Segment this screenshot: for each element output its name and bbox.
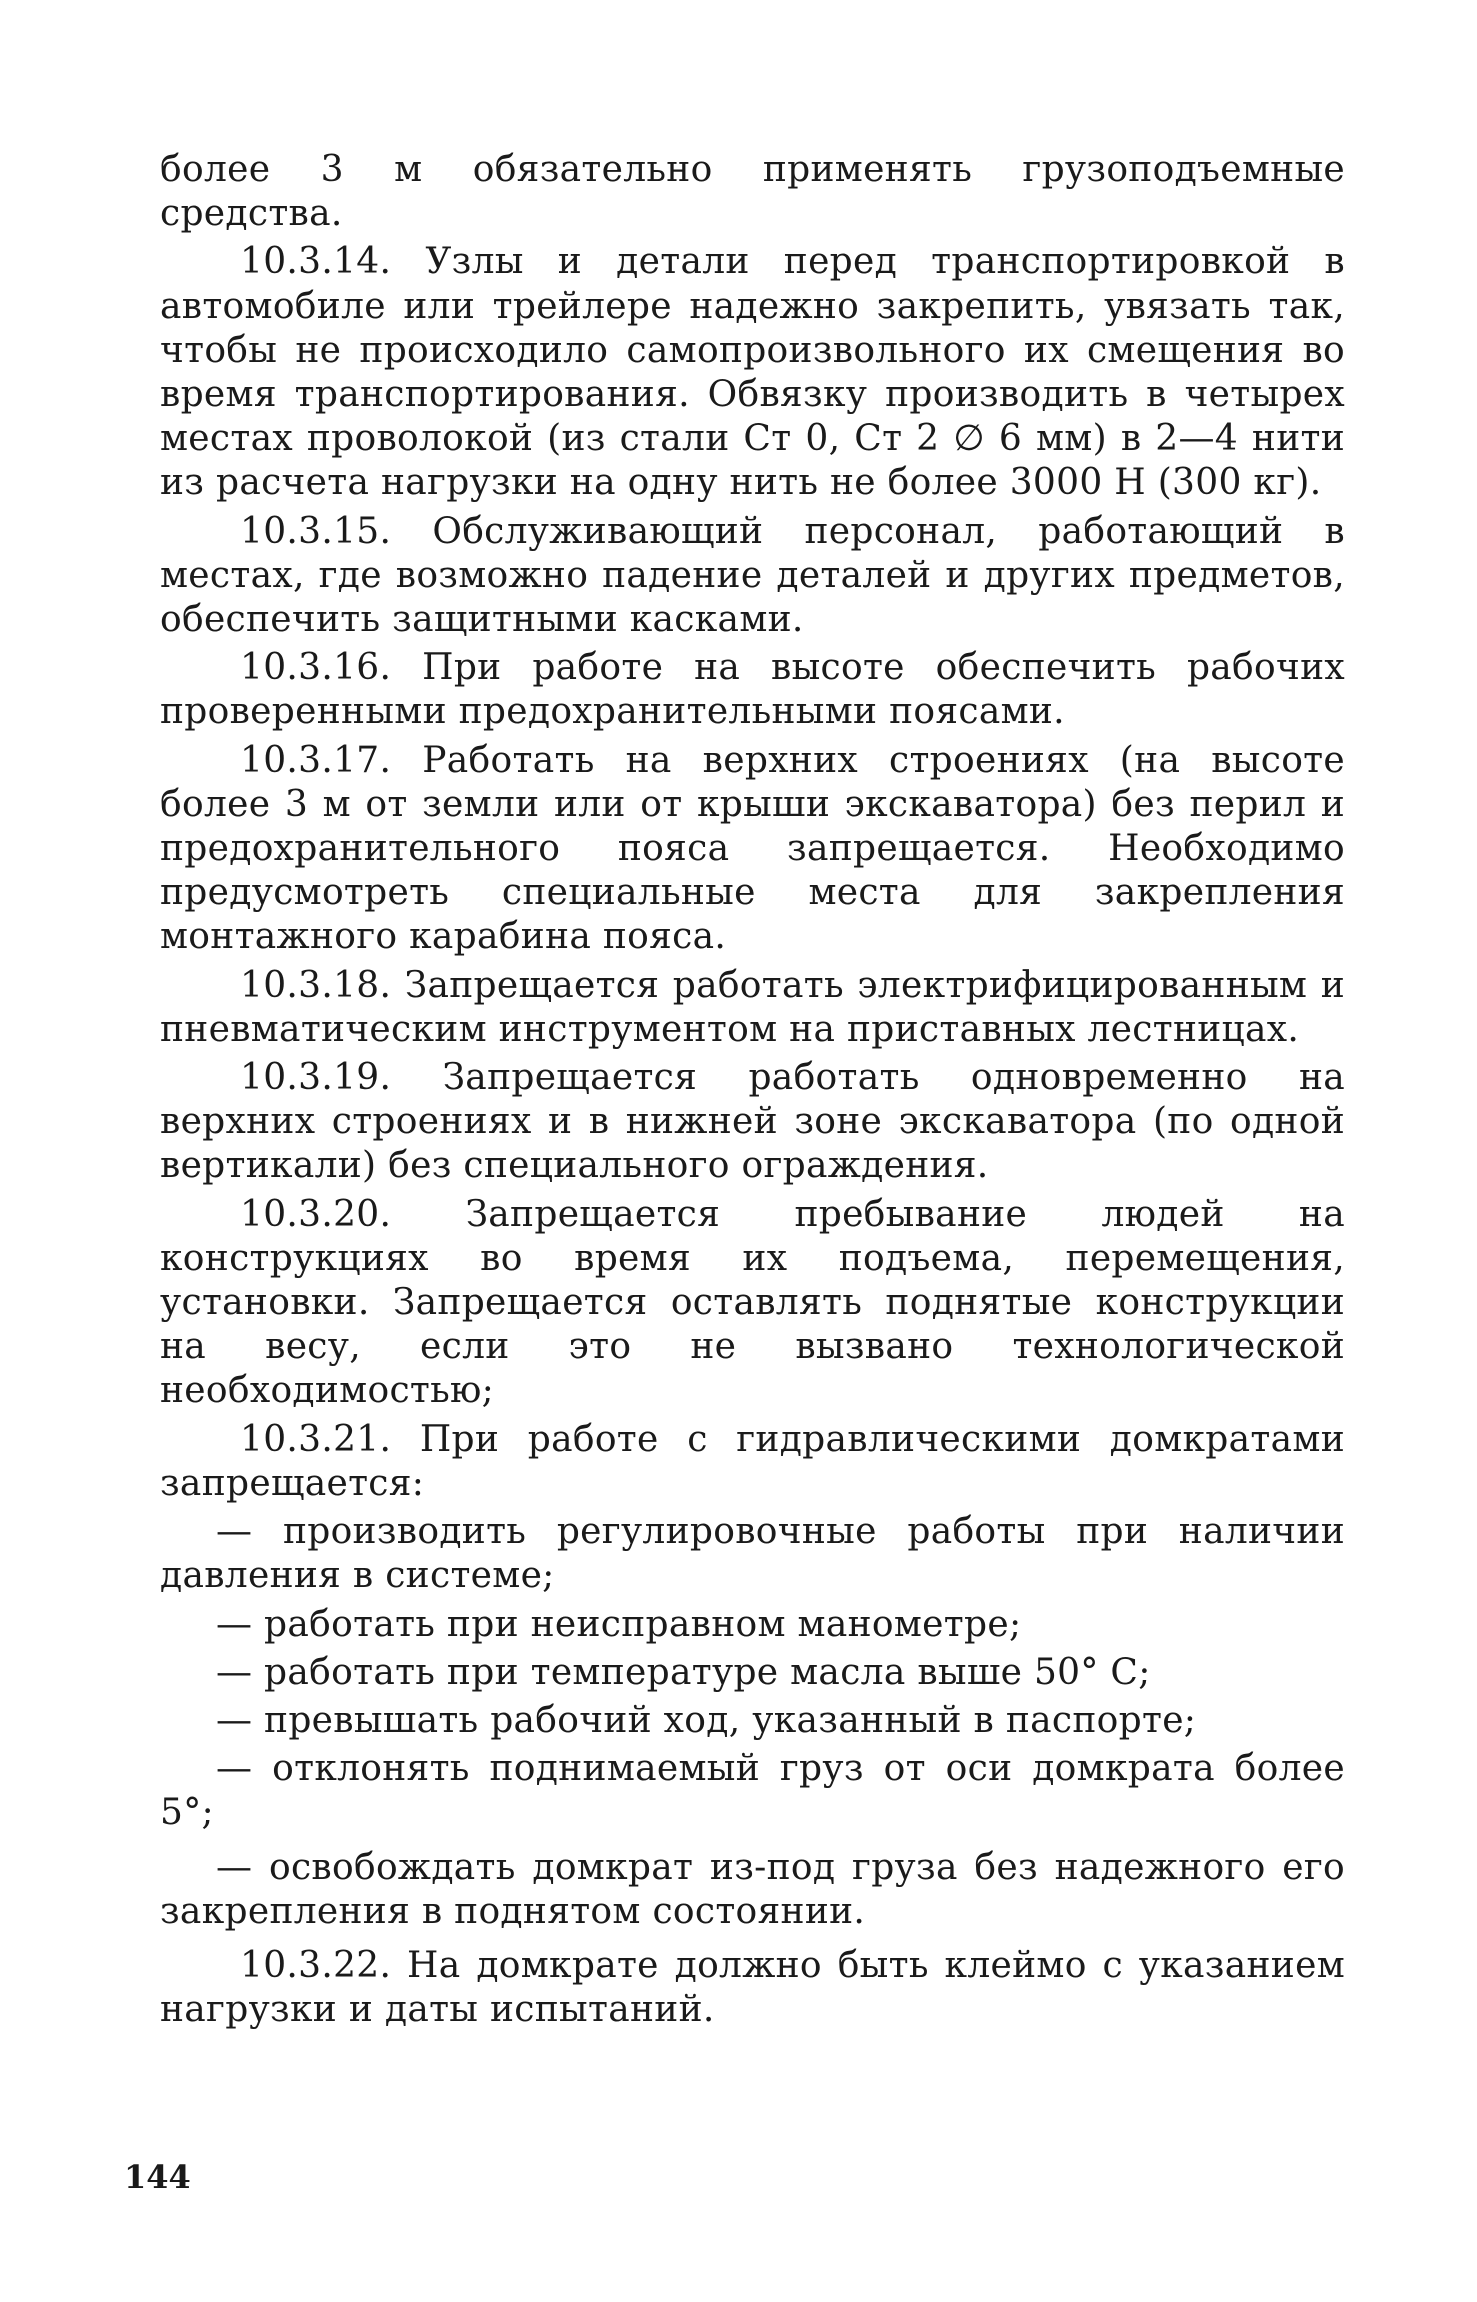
paragraph-10-3-16: 10.3.16. При работе на высоте обеспечить рабочих проверенными предохранительными поясами.	[160, 647, 1345, 733]
paragraph-continuation: более 3 м обязательно применять грузоподъемные средства.	[160, 149, 1345, 235]
list-item: — превышать рабочий ход, указанный в паспорте;	[216, 1699, 1197, 1741]
list-item: — работать при неисправном манометре;	[216, 1603, 1022, 1645]
page-body	[160, 148, 1345, 2032]
paragraph-10-3-22: 10.3.22. На домкрате должно быть клеймо с указанием нагрузки и даты испытаний.	[160, 1944, 1345, 2031]
paragraph-10-3-21: 10.3.21. При работе с гидравлическими домкратами запрещается:	[160, 1418, 1345, 1504]
paragraph-10-3-19: 10.3.19. Запрещается работать одновременно на верхних строениях и в нижней зоне экскаватора (по одной вертикали) без специального ограждения.	[160, 1057, 1345, 1187]
list-item: — освобождать домкрат из-под груза без надежного его закрепления в поднятом состоянии.	[160, 1846, 1345, 1932]
paragraph-10-3-18: 10.3.18. Запрещается работать электрифицированным и пневматическим инструментом на приставных лестницах.	[160, 964, 1345, 1050]
list-item: — работать при температуре масла выше 50° С;	[216, 1651, 1151, 1693]
page-number: 144	[124, 2158, 191, 2196]
paragraph-10-3-17: 10.3.17. Работать на верхних строениях (на высоте более 3 м от земли или от крыши экскаватора) без перил и предохранительного пояса запрещается. Необходимо предусмотреть специальные места для закрепления монтажного карабина пояса.	[160, 739, 1345, 958]
list-item: — производить регулировочные работы при наличии давления в системе;	[160, 1511, 1345, 1597]
paragraph-10-3-20: 10.3.20. Запрещается пребывание людей на конструкциях во время их подъема, перемещения, установки. Запрещается оставлять поднятые конструкции на весу, если это не вызвано технологической необходимостью;	[160, 1193, 1345, 1412]
paragraph-10-3-14: 10.3.14. Узлы и детали перед транспортировкой в автомобиле или трейлере надежно закрепить, увязать так, чтобы не происходило самопроизвольного их смещения во время транспортирования. Обвязку производить в четырех местах проволокой (из стали Ст 0, Ст 2 ∅ 6 мм) в 2—4 нити из расчета нагрузки на одну нить не более 3000 Н (300 кг).	[160, 241, 1345, 504]
paragraph-10-3-15: 10.3.15. Обслуживающий персонал, работающий в местах, где возможно падение деталей и других предметов, обеспечить защитными касками.	[160, 510, 1345, 641]
list-item: — отклонять поднимаемый груз от оси домкрата более 5°;	[160, 1748, 1345, 1834]
